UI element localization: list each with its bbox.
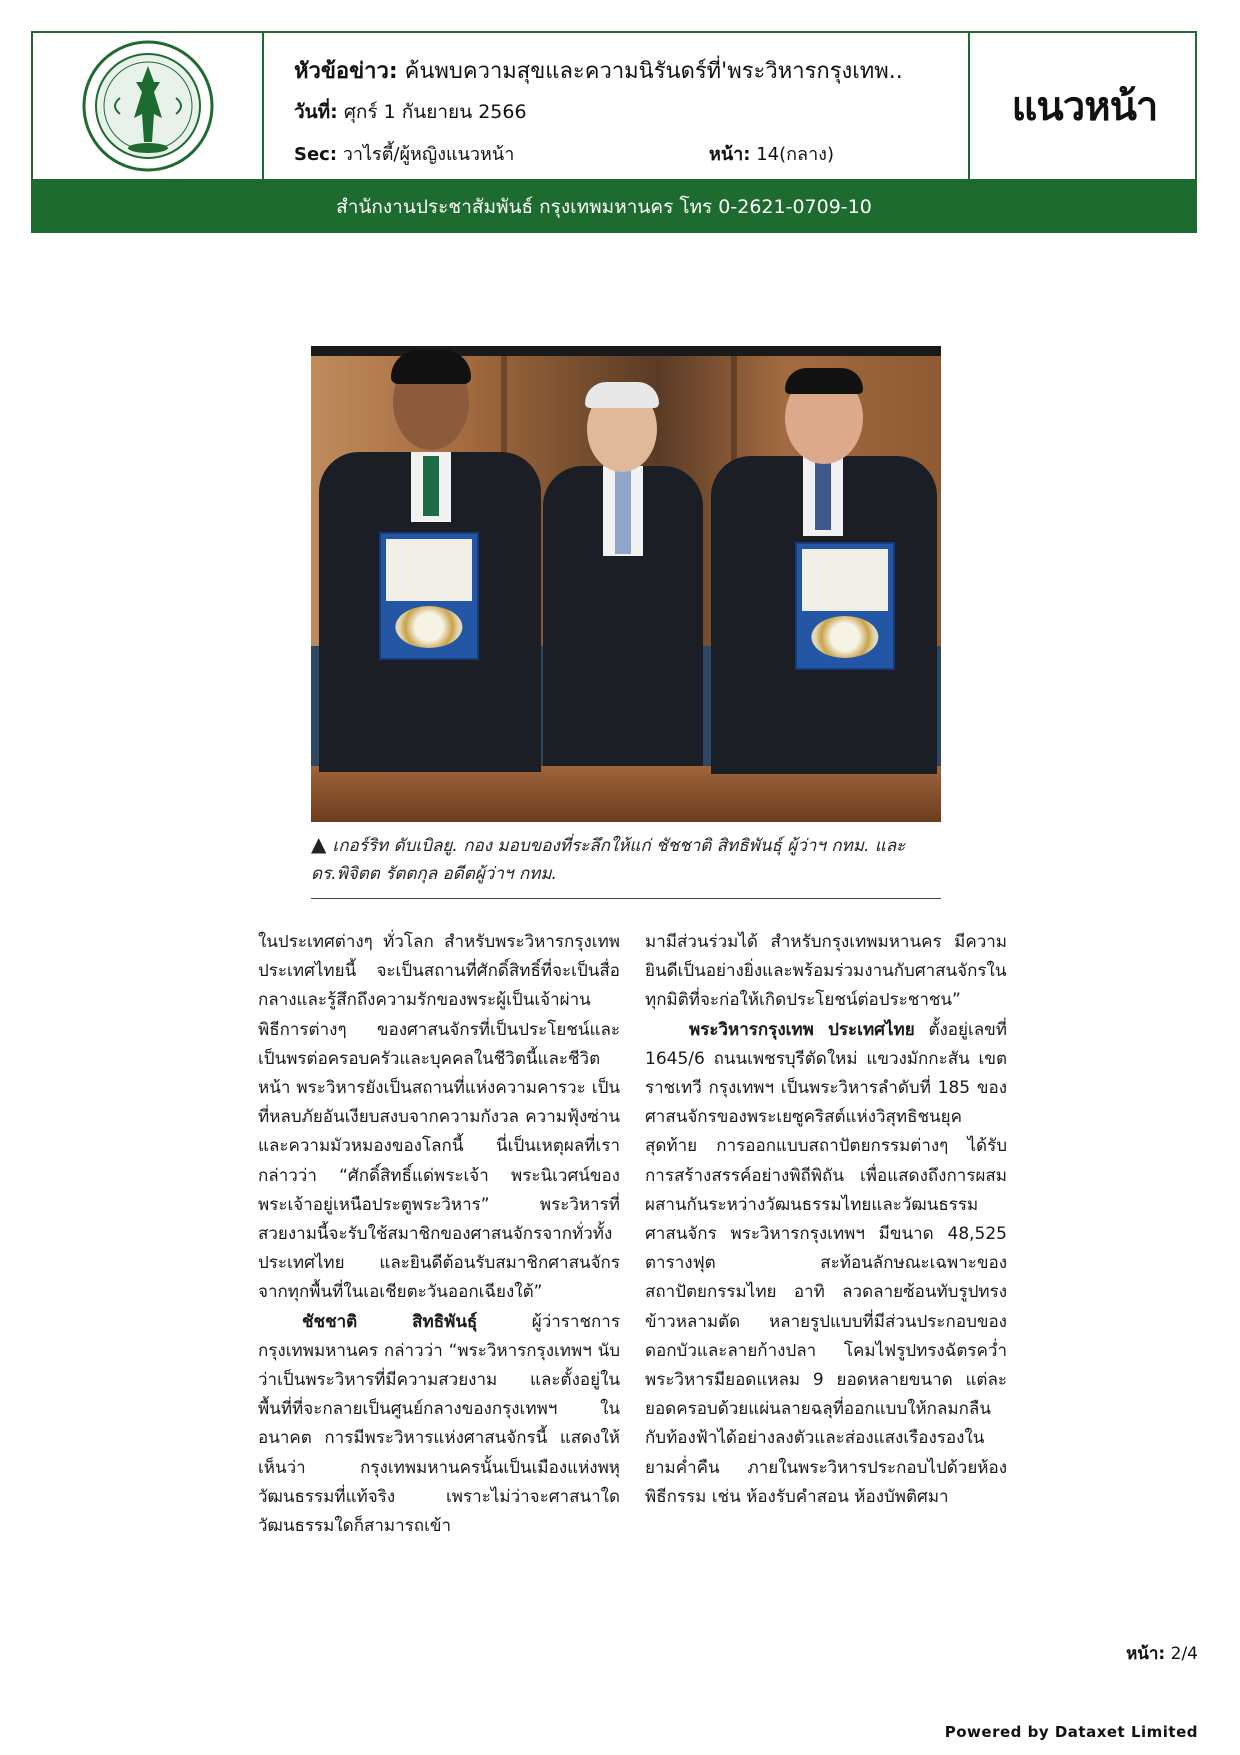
page-number-value: 2/4 bbox=[1170, 1644, 1198, 1664]
paragraph: ในประเทศต่างๆ ทั่วโลก สำหรับพระวิหารกรุงเทพ ประเทศไทยนี้ จะเป็นสถานที่ศักดิ์สิทธิ์ที่จะเป็นสื่อกลางและรู้สึกถึงความรักของพระผู้เป็นเจ้าผ่านพิธีการต่างๆ ของศาสนจักรที่เป็นประโยชน์และเป็นพรต่อครอบครัวและบุคคลในชีวิตนี้และชีวิตหน้า พระวิหารยังเป็นสถานที่แห่งความคารวะ เป็นที่หลบภัยอันเงียบสงบจากความกังวล ความฟุ้งซ่านและความมัวหมองของโลกนี้ นี่เป็นเหตุผลที่เรากล่าวว่า “ศักดิ์สิทธิ์แด่พระเจ้า พระนิเวศน์ของพระเจ้าอยู่เหนือประตูพระวิหาร” พระวิหารที่สวยงามนี้จะรับใช้สมาชิกของศาสนจักรจากทั่วทั้งประเทศไทย และยินดีต้อนรับสมาชิกศาสนจักรจากทุกพื้นที่ในเอเชียตะวันออกเฉียงใต้” bbox=[258, 932, 620, 1303]
paragraph-text: ตั้งอยู่เลขที่ 1645/6 ถนนเพชรบุรีตัดใหม่ แขวงมักกะสัน เขตราชเทวี กรุงเทพฯ เป็นพระวิหารลำดับที่ 185 ของศาสนจักรของพระเยซูคริสต์แห่งวิสุทธิชนยุคสุดท้าย การออกแบบสถาปัตยกรรมต่างๆ ได้รับการสร้างสรรค์อย่างพิถีพิถัน เพื่อแสดงถึงการผสมผสานกันระหว่างวัฒนธรรมไทยและวัฒนธรรมศาสนจักร พระวิหารกรุงเทพฯ มีขนาด 48,525 ตารางฟุต สะท้อนลักษณะเฉพาะของสถาปัตยกรรมไทย อาทิ ลวดลายซ้อนทับรูปทรงข้าวหลามตัด หลายรูปแบบที่มีส่วนประกอบของดอกบัวและลายก้างปลา โคมไฟรูปทรงฉัตรคว่ำ พระวิหารมียอดแหลม 9 ยอดหลายขนาด แต่ละยอดครอบด้วยแผ่นลายฉลุที่ออกแบบให้กลมกลืนกับท้องฟ้าได้อย่างลงตัวและส่องแสงเรืองรองในยามค่ำคืน ภายในพระวิหารประกอบไปด้วยห้องพิธีกรรม เช่น ห้องรับคำสอน ห้องบัพติศมา bbox=[645, 1019, 1008, 1507]
caption-arrow-icon: ▲ bbox=[311, 832, 327, 856]
banner-text: สำนักงานประชาสัมพันธ์ กรุงเทพมหานคร โทร 0-2621-0709-10 bbox=[336, 196, 872, 218]
gift-plaque bbox=[795, 542, 895, 670]
article-column-left bbox=[258, 928, 620, 1541]
paragraph-text: ผู้ว่าราชการกรุงเทพมหานคร กล่าวว่า “พระวิหารกรุงเทพฯ นับว่าเป็นพระวิหารที่มีความสวยงาม และตั้งอยู่ในพื้นที่ที่จะกลายเป็นศูนย์กลางของกรุงเทพฯ ในอนาคต การมีพระวิหารแห่งศาสนจักรนี้ แสดงให้เห็นว่า กรุงเทพมหานครนั้นเป็นเมืองแห่งพหุวัฒนธรรมที่แท้จริง เพราะไม่ว่าจะศาสนาใด วัฒนธรรมใดก็สามารถเข้า bbox=[258, 1311, 620, 1537]
info-cell bbox=[264, 33, 964, 179]
caption-text: เกอร์ริท ดับเบิลยู. กอง มอบของที่ระลึกให้แก่ ชัชชาติ สิทธิพันธุ์ ผู้ว่าฯ กทม. และ ดร.พิจิตต รัตตกุล อดีตผู้ว่าฯ กทม. bbox=[311, 836, 906, 884]
date-label: วันที่: bbox=[294, 101, 338, 123]
pr-banner bbox=[31, 181, 1197, 233]
paragraph bbox=[258, 1308, 620, 1542]
powered-by: Powered by Dataxet Limited bbox=[944, 1723, 1198, 1741]
date-value: ศุกร์ 1 กันยายน 2566 bbox=[343, 101, 527, 123]
bangkok-seal-icon bbox=[80, 38, 216, 174]
headline-label: หัวข้อข่าว: bbox=[294, 59, 398, 84]
headline-row bbox=[294, 53, 954, 88]
source-page-row bbox=[709, 139, 834, 168]
publication-name: แนวหน้า bbox=[1011, 84, 1158, 130]
page-number bbox=[1126, 1640, 1198, 1667]
section-label: Sec: bbox=[294, 144, 338, 165]
clipping-header bbox=[31, 31, 1197, 181]
date-row bbox=[294, 97, 527, 127]
source-page-value: 14(กลาง) bbox=[756, 144, 834, 165]
speaker-name: ชัชชาติ สิทธิพันธุ์ bbox=[302, 1311, 478, 1332]
headline: ค้นพบความสุขและความนิรันดร์ที่'พระวิหารกรุงเทพ.. bbox=[404, 59, 903, 84]
section-row bbox=[294, 139, 514, 168]
news-photo bbox=[311, 346, 941, 822]
publication-cell bbox=[968, 33, 1199, 179]
paragraph bbox=[645, 1016, 1007, 1512]
paragraph: มามีส่วนร่วมได้ สำหรับกรุงเทพมหานคร มีความยินดีเป็นอย่างยิ่งและพร้อมร่วมงานกับศาสนจักรในทุกมิติที่จะก่อให้เกิดประโยชน์ต่อประชาชน” bbox=[645, 932, 1007, 1011]
person-right bbox=[311, 346, 941, 822]
hair bbox=[785, 368, 863, 394]
source-page-label: หน้า: bbox=[709, 144, 751, 165]
caption-divider bbox=[311, 898, 941, 899]
subject-name: พระวิหารกรุงเทพ ประเทศไทย bbox=[689, 1019, 915, 1040]
section-value: วาไรตี้/ผู้หญิงแนวหน้า bbox=[342, 144, 515, 165]
photo-caption bbox=[311, 830, 941, 888]
tie bbox=[815, 460, 831, 530]
page-number-label: หน้า: bbox=[1126, 1644, 1166, 1664]
article-column-right bbox=[645, 928, 1007, 1512]
logo-cell bbox=[33, 33, 264, 179]
